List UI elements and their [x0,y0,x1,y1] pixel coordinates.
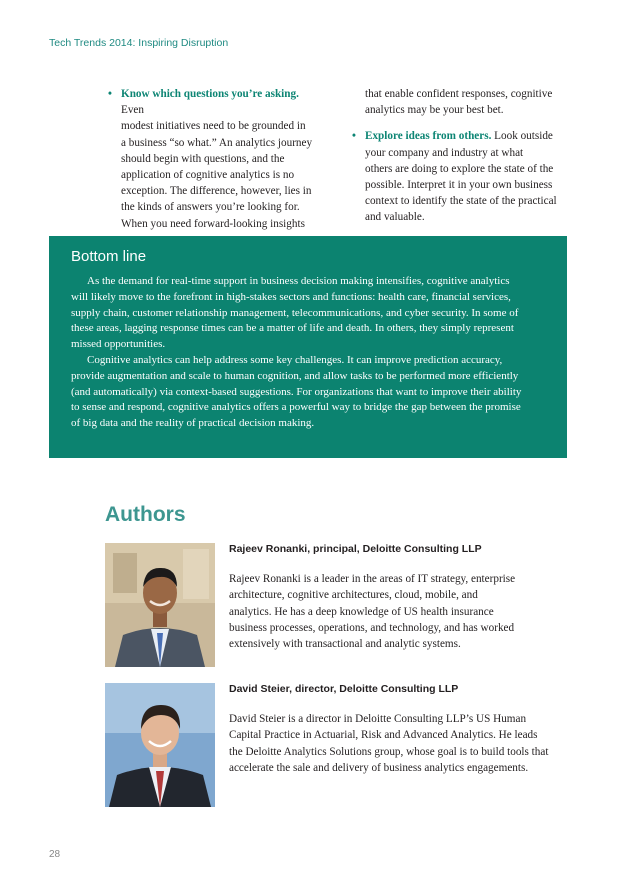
text-line: Capital Practice in Actuarial, Risk and Advanced Analytics. He leads [229,729,538,742]
left-column [108,86,320,232]
bottom-line-title: Bottom line [71,248,147,265]
text-line: that enable confident responses, cognitive [365,88,553,100]
text-line: provide augmentation and scale to human cognition, and allow tasks to be performed more efficiently [71,369,519,382]
text-line: missed opportunities. [71,338,166,351]
text-line: As the demand for real-time support in business decision making intensifies, cognitive analytics [87,275,510,287]
page-number: 28 [49,849,61,860]
bullet-dot: • [108,88,112,100]
bullet-text-line: your company and industry at what [365,146,524,159]
running-header: Tech Trends 2014: Inspiring Disruption [49,37,229,49]
bullet-text-line: When you need forward-looking insights [121,217,305,230]
text-line: architecture, cognitive architectures, cloud, mobile, and [229,589,478,602]
author-name-steier: David Steier, director, Deloitte Consulting LLP [229,683,459,695]
author-photo-steier [105,683,215,807]
bullet-text-line: the kinds of answers you’re looking for. [121,201,300,214]
bullet-lead: Explore ideas from others. [365,130,492,143]
continued-text [352,86,572,118]
bottom-line-text [71,274,547,432]
bullet-text-line: exception. The difference, however, lies in [121,185,312,198]
text-line: the Deloitte Analytics Solutions group, whose goal is to build tools that [229,745,549,758]
text-line: analytics. He has a deep knowledge of US health insurance [229,605,494,618]
bullet-text-line: modest initiatives need to be grounded in [121,120,306,133]
text-line: to sense and respond, cognitive analytics offers a powerful way to bridge the gap between the promise [71,401,521,414]
text-line: Cognitive analytics can help address some key challenges. It can improve prediction accuracy, [87,353,503,366]
bullet-know-questions [108,86,320,232]
bottom-line-box [49,236,567,458]
authors-heading: Authors [105,503,186,526]
bullet-text-line: context to identify the state of the practical [365,195,557,208]
text-line: Rajeev Ronanki is a leader in the areas of IT strategy, enterprise [229,573,516,585]
right-column [352,86,572,226]
bullet-text-line: others are doing to explore the state of the [365,162,554,175]
text-line: (and automatically) via context-based suggestions. For organizations that want to improve their ability [71,385,522,398]
bullet-text-line: should begin with questions, and the [121,152,285,165]
text-line: supply chain, customer relationship management, telecommunications, and cyber security. In some of [71,306,519,319]
bullet-text-line: Even [121,104,144,117]
bullet-text-line: possible. Interpret it in your own business [365,179,553,192]
text-line: accelerate the sale and delivery of business analytics engagements. [229,761,529,774]
bullet-text-line: and valuable. [365,211,425,224]
bullet-text-line: a business “so what.” An analytics journey [121,136,313,149]
text-line: David Steier is a director in Deloitte Consulting LLP’s US Human [229,713,527,725]
author-bio-ronanki [229,571,549,652]
author-bio-steier [229,711,549,776]
bottom-line-paragraph-1 [71,274,547,353]
bullet-lead: Know which questions you’re asking. [121,88,299,100]
bullet-explore-ideas [352,128,572,225]
bullet-text-line: Look outside [494,130,553,143]
text-line: of big data and the reality of practical decision making. [71,417,315,430]
author-name-ronanki: Rajeev Ronanki, principal, Deloitte Consulting LLP [229,543,482,555]
bullet-dot: • [352,130,356,143]
text-line: extensively with transactional and analytic systems. [229,638,461,651]
text-line: these areas, lagging response times can be a matter of life and death. In others, they simply represent [71,322,514,335]
bullet-text-line: application of cognitive analytics is no [121,169,295,182]
text-line: analytics may be your best bet. [365,104,504,117]
bottom-line-paragraph-2 [71,353,547,432]
text-line: business processes, operations, and technology, and has worked [229,621,515,634]
author-photo-ronanki [105,543,215,667]
text-line: will likely move to the forefront in high-stakes sectors and functions: health care, financial services, [71,290,511,303]
